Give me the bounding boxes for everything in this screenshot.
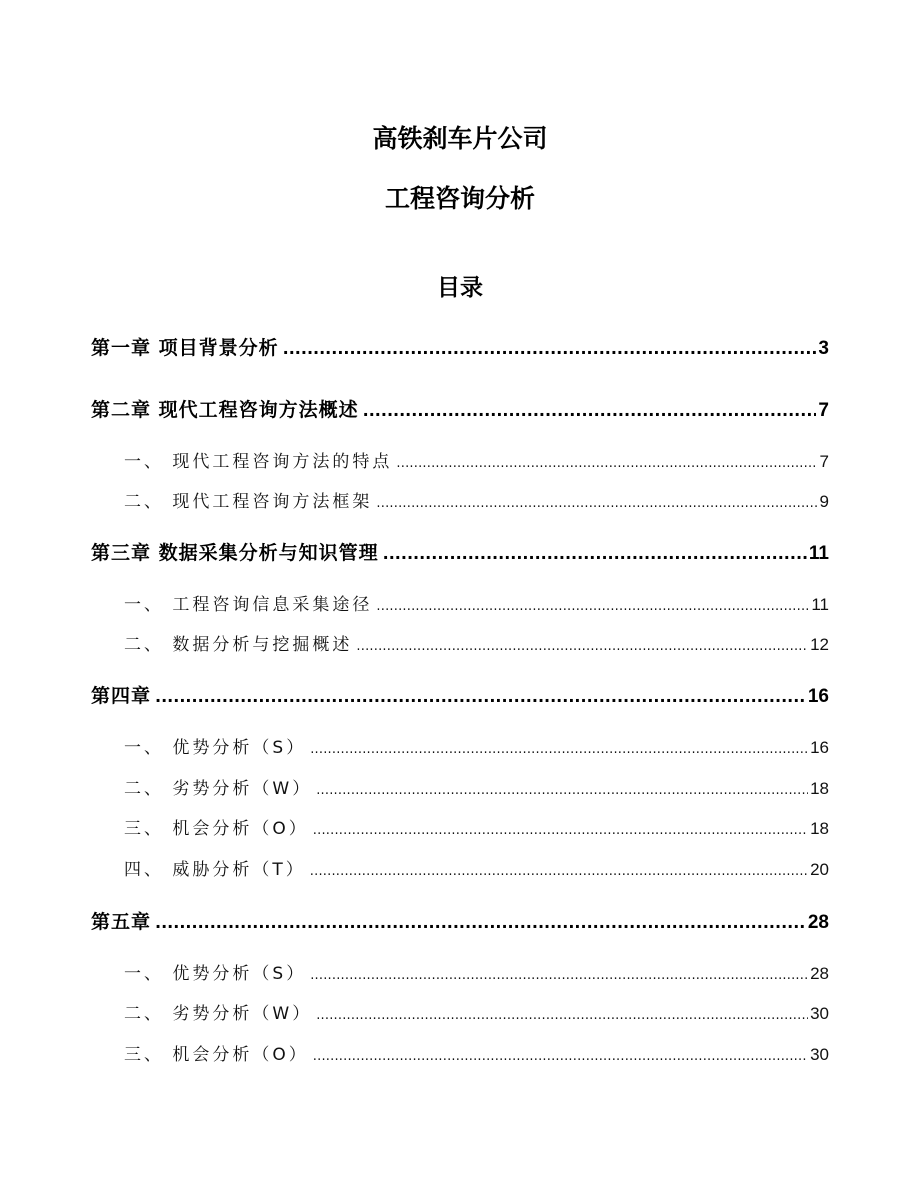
toc-entry-page: 30 [810,1004,829,1023]
report-title: 工程咨询分析 [384,184,535,213]
dot-leader [155,684,806,710]
toc-entry-label: 三、 机会分析（O） [124,1045,309,1065]
dot-leader [356,635,808,659]
toc-entry-page: 7 [819,452,829,471]
toc-entry-page: 20 [810,860,829,879]
dot-leader [155,910,806,936]
toc-entry-label: 第五章 [91,911,152,933]
toc-entry-section[interactable] [124,858,829,882]
toc-entry-chapter-3[interactable] [91,540,829,566]
dot-leader [363,398,817,424]
dot-leader [316,779,808,803]
toc-entry-chapter-4[interactable] [91,683,829,709]
toc-entry-label: 一、 工程咨询信息采集途径 [124,595,373,615]
toc-entry-label: 二、 劣势分析（W） [124,779,313,799]
dot-leader [313,1045,808,1069]
toc-entry-page: 30 [810,1045,829,1064]
toc-entry-section[interactable] [124,1002,829,1026]
toc-entry-label: 一、 现代工程咨询方法的特点 [124,452,393,472]
toc-entry-label: 二、 劣势分析（W） [124,1004,313,1024]
company-title: 高铁刹车片公司 [372,124,548,153]
toc-entry-label: 三、 机会分析（O） [124,819,309,839]
dot-leader [383,541,807,567]
dot-leader [310,964,808,988]
toc-entry-label: 一、 优势分析（S） [124,964,307,984]
toc-heading: 目录 [437,275,483,301]
toc-entry-section[interactable] [124,490,829,514]
toc-entry-page: 12 [810,635,829,654]
toc-entry-page: 9 [819,492,829,511]
toc-entry-page: 3 [818,338,829,359]
toc-entry-label: 第四章 [91,685,152,707]
toc-entry-label: 二、 数据分析与挖掘概述 [124,635,353,655]
toc-entry-chapter-1[interactable] [91,335,829,361]
dot-leader [376,492,817,516]
dot-leader [396,452,817,476]
toc-entry-section[interactable] [124,817,829,841]
toc-entry-page: 18 [810,779,829,798]
toc-entry-chapter-2[interactable] [91,397,829,423]
toc-entry-section[interactable] [124,1043,829,1067]
toc-entry-label: 第一章 项目背景分析 [91,337,279,359]
dot-leader [283,336,817,362]
dot-leader [310,860,808,884]
toc-entry-page: 11 [808,543,829,564]
toc-entry-page: 7 [818,400,829,421]
toc-entry-label: 一、 优势分析（S） [124,738,307,758]
toc-entry-page: 28 [810,964,829,983]
toc-entry-label: 四、 威胁分析（T） [124,860,306,880]
toc-entry-label: 第三章 数据采集分析与知识管理 [91,542,379,564]
dot-leader [376,595,809,619]
toc-entry-section[interactable] [124,736,829,760]
toc-entry-page: 16 [807,686,829,707]
toc-entry-page: 28 [807,912,829,933]
dot-leader [310,738,808,762]
toc-entry-chapter-5[interactable] [91,909,829,935]
toc-entry-section[interactable] [124,962,829,986]
toc-entry-section[interactable] [124,777,829,801]
dot-leader [313,819,808,843]
toc-entry-label: 二、 现代工程咨询方法框架 [124,492,373,512]
toc-entry-section[interactable] [124,593,829,617]
dot-leader [316,1004,808,1028]
toc-entry-section[interactable] [124,450,829,474]
toc-entry-page: 16 [810,738,829,757]
toc-entry-page: 11 [811,595,829,614]
toc-entry-section[interactable] [124,633,829,657]
toc-entry-label: 第二章 现代工程咨询方法概述 [91,399,359,421]
toc-entry-page: 18 [810,819,829,838]
